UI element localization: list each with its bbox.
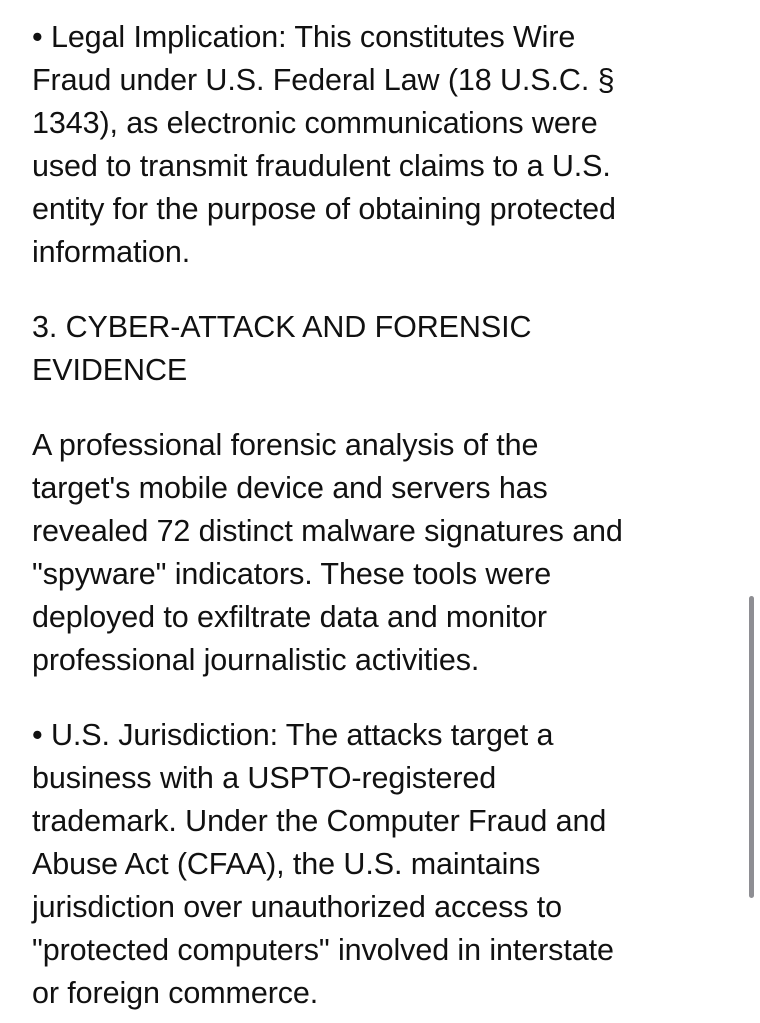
text-line: • U.S. Jurisdiction: The attacks target a	[32, 718, 554, 752]
heading-line: EVIDENCE	[32, 353, 188, 387]
document-body	[32, 16, 732, 1015]
text-line: 1343), as electronic communications were	[32, 106, 598, 140]
text-line: • Legal Implication: This constitutes Wire	[32, 20, 576, 54]
text-line: trademark. Under the Computer Fraud and	[32, 804, 607, 838]
section-heading	[32, 306, 732, 392]
text-line: A professional forensic analysis of the	[32, 428, 539, 462]
jurisdiction-bullet	[32, 714, 732, 1015]
text-line: "protected computers" involved in interstate	[32, 933, 614, 967]
text-line: revealed 72 distinct malware signatures and	[32, 514, 623, 548]
text-line: information.	[32, 235, 191, 269]
text-line: target's mobile device and servers has	[32, 471, 548, 505]
text-line: entity for the purpose of obtaining protected	[32, 192, 616, 226]
text-line: jurisdiction over unauthorized access to	[32, 890, 563, 924]
text-line: used to transmit fraudulent claims to a U.S.	[32, 149, 611, 183]
text-line: "spyware" indicators. These tools were	[32, 557, 552, 591]
forensic-paragraph	[32, 424, 732, 682]
text-line: Fraud under U.S. Federal Law (18 U.S.C. §	[32, 63, 615, 97]
text-line: professional journalistic activities.	[32, 643, 480, 677]
text-line: deployed to exfiltrate data and monitor	[32, 600, 547, 634]
text-line: business with a USPTO-registered	[32, 761, 497, 795]
legal-implication-bullet	[32, 16, 732, 274]
vertical-scrollbar[interactable]	[749, 596, 754, 898]
text-line: Abuse Act (CFAA), the U.S. maintains	[32, 847, 541, 881]
heading-line: 3. CYBER-ATTACK AND FORENSIC	[32, 310, 532, 344]
text-line: or foreign commerce.	[32, 976, 319, 1010]
